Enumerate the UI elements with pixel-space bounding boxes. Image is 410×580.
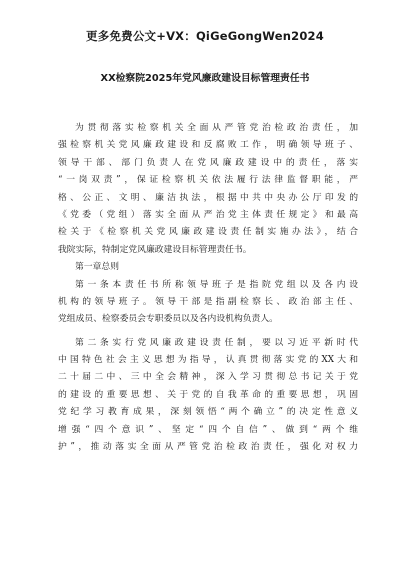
text-line: 第一条本责任书所称领导班子是指院党组以及各内设 <box>75 279 358 290</box>
paragraph-article-1 <box>58 277 358 329</box>
text-line: 党组成员、检察委员会专职委员以及各内设机构负责人。 <box>58 314 278 325</box>
text-line: 增强“四个意识”、坚定“四个自信”、做到“两个维 <box>58 424 358 435</box>
text-line: 机构的领导班子。领导干部是指副检察长、政治部主任、 <box>58 296 358 307</box>
text-line: 党纪学习教育成果，深刻领悟“两个确立”的决定性意义 <box>58 407 358 418</box>
text-line: 《党委（党组）落实全面从严治党主体责任规定》和最高 <box>58 209 358 220</box>
text-line: 我院实际，特制定党风廉政建设目标管理责任书。 <box>58 244 252 255</box>
chapter-title: 第一章总则 <box>75 262 119 273</box>
chapter-heading <box>58 259 358 276</box>
text-line: 护”，推动落实全面从严管党治检政治责任，强化对权力 <box>58 442 358 453</box>
text-line: 领导干部、部门负责人在党风廉政建设中的责任，落实 <box>58 157 358 168</box>
text-line: 的建设的重要思想、关于党的自我革命的重要思想，巩固 <box>58 389 358 400</box>
document-title: XX检察院2025年党风廉政建设目标管理责任书 <box>100 73 310 84</box>
document-body <box>58 120 358 456</box>
text-line: 检关于《检察机关党风廉政建设责任制实施办法》，结合 <box>58 227 358 238</box>
text-line: 二十届二中、三中全会精神，深入学习贯彻总书记关于党 <box>58 372 358 383</box>
text-line: 第二条实行党风廉政建设责任制，要以习近平新时代 <box>75 337 358 348</box>
promo-banner: 更多免费公文+VX：QiGeGongWen2024 <box>86 29 324 43</box>
paragraph-article-2 <box>58 335 358 457</box>
text-line: 格、公正、文明、廉洁执法，根据中共中央办公厅印发的 <box>58 192 358 203</box>
paragraph-preamble <box>58 120 358 259</box>
text-line: “一岗双责”，保证检察机关依法履行法律监督职能，严 <box>58 175 358 186</box>
text-line: 为贯彻落实检察机关全面从严管党治检政治责任，加 <box>75 123 358 133</box>
text-line: 中国特色社会主义思想为指导，认真贯彻落实党的XX大和 <box>58 355 358 366</box>
text-line: 强检察机关党风廉政建设和反腐败工作，明确领导班子、 <box>58 140 358 151</box>
